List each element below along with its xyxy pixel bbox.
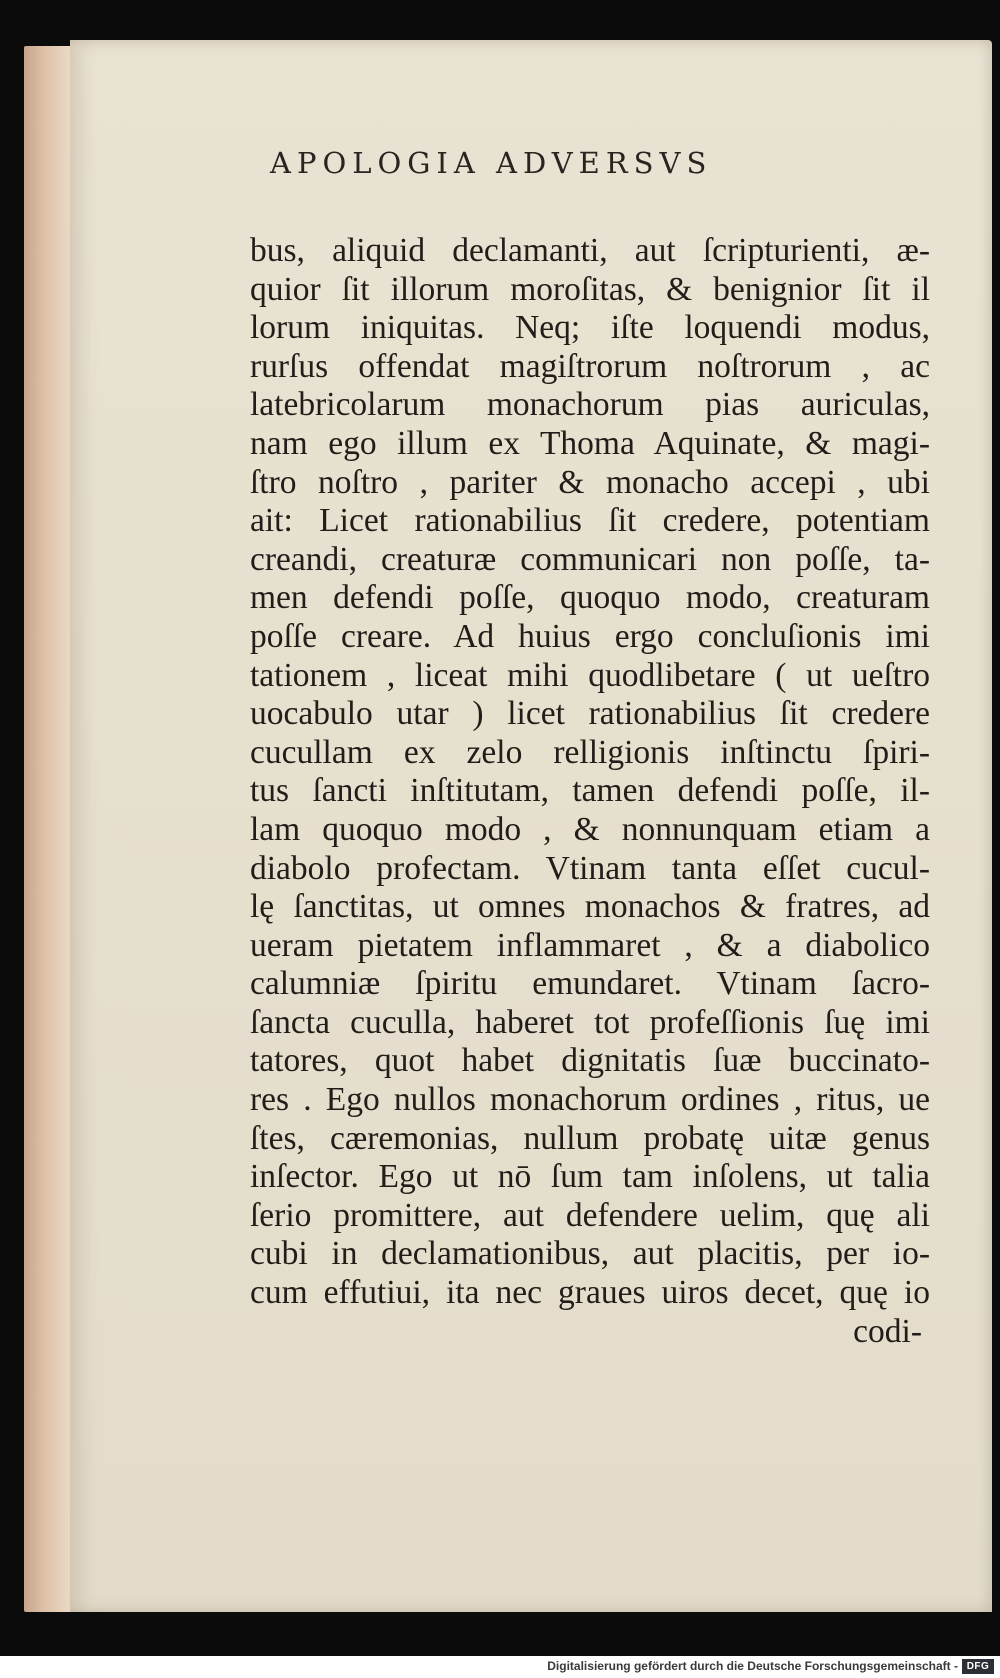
text-line: nam ego illum ex Thoma Aquinate, & magi- (250, 424, 930, 462)
text-line: ſtes, cæremonias, nullum probatę uitæ genus (250, 1119, 930, 1157)
text-line: inſector. Ego ut nō ſum tam inſolens, ut talia (250, 1158, 930, 1196)
dfg-logo-icon: DFG (962, 1659, 994, 1674)
text-line: creandi, creaturæ communicari non poſſe, ta- (250, 540, 930, 578)
text-line: rurſus offendat magiſtrorum noſtrorum , ac (250, 347, 930, 385)
digitization-footer (0, 1656, 1000, 1678)
text-line: lam quoquo modo , & nonnunquam etiam a (250, 810, 930, 848)
text-line: quior ſit illorum moroſitas, & benignior ſit il (250, 270, 930, 308)
text-line: lę ſanctitas, ut omnes monachos & fratres, ad (250, 888, 930, 926)
text-line: cubi in declamationibus, aut placitis, per io- (250, 1235, 930, 1273)
catchword: codi- (853, 1312, 922, 1350)
text-line: tationem , liceat mihi quodlibetare ( ut ueſtro (250, 656, 930, 694)
text-line: bus, aliquid declamanti, aut ſcripturienti, æ- (250, 232, 930, 269)
text-line: ſtro noſtro , pariter & monacho accepi , ubi (250, 463, 930, 501)
text-line: ſerio promittere, aut defendere uelim, quę ali (250, 1196, 930, 1234)
text-line: ueram pietatem inflammaret , & a diabolico (250, 926, 930, 964)
text-line: calumniæ ſpiritu emundaret. Vtinam ſacro- (250, 965, 930, 1003)
text-line: men defendi poſſe, quoquo modo, creaturam (250, 579, 930, 617)
text-line: latebricolarum monachorum pias auriculas, (250, 386, 930, 424)
text-line: poſſe creare. Ad huius ergo concluſionis imi (250, 617, 930, 655)
running-head: APOLOGIA ADVERSVS (270, 146, 713, 180)
text-line: lorum iniquitas. Neq; iſte loquendi modus, (250, 309, 930, 347)
text-line: ait: Licet rationabilius ſit credere, potentiam (250, 502, 930, 540)
text-line: uocabulo utar ) licet rationabilius ſit credere (250, 695, 930, 733)
text-line: cucullam ex zelo relligionis inſtinctu ſpiri- (250, 733, 930, 771)
text-line: res . Ego nullos monachorum ordines , ritus, ue (250, 1081, 930, 1119)
text-line: tatores, quot habet dignitatis ſuæ buccinato- (250, 1042, 930, 1080)
funding-credit: Digitalisierung gefördert durch die Deutsche Forschungsgemeinschaft - (547, 1659, 958, 1673)
text-line: cum effutiui, ita nec graues uiros decet, quę io (250, 1274, 930, 1312)
body-text (250, 232, 930, 1351)
text-line: diabolo profectam. Vtinam tanta eſſet cucul- (250, 849, 930, 887)
text-line: tus ſancti inſtitutam, tamen defendi poſſe, il- (250, 772, 930, 810)
text-line: ſancta cuculla, haberet tot profeſſionis ſuę imi (250, 1003, 930, 1041)
